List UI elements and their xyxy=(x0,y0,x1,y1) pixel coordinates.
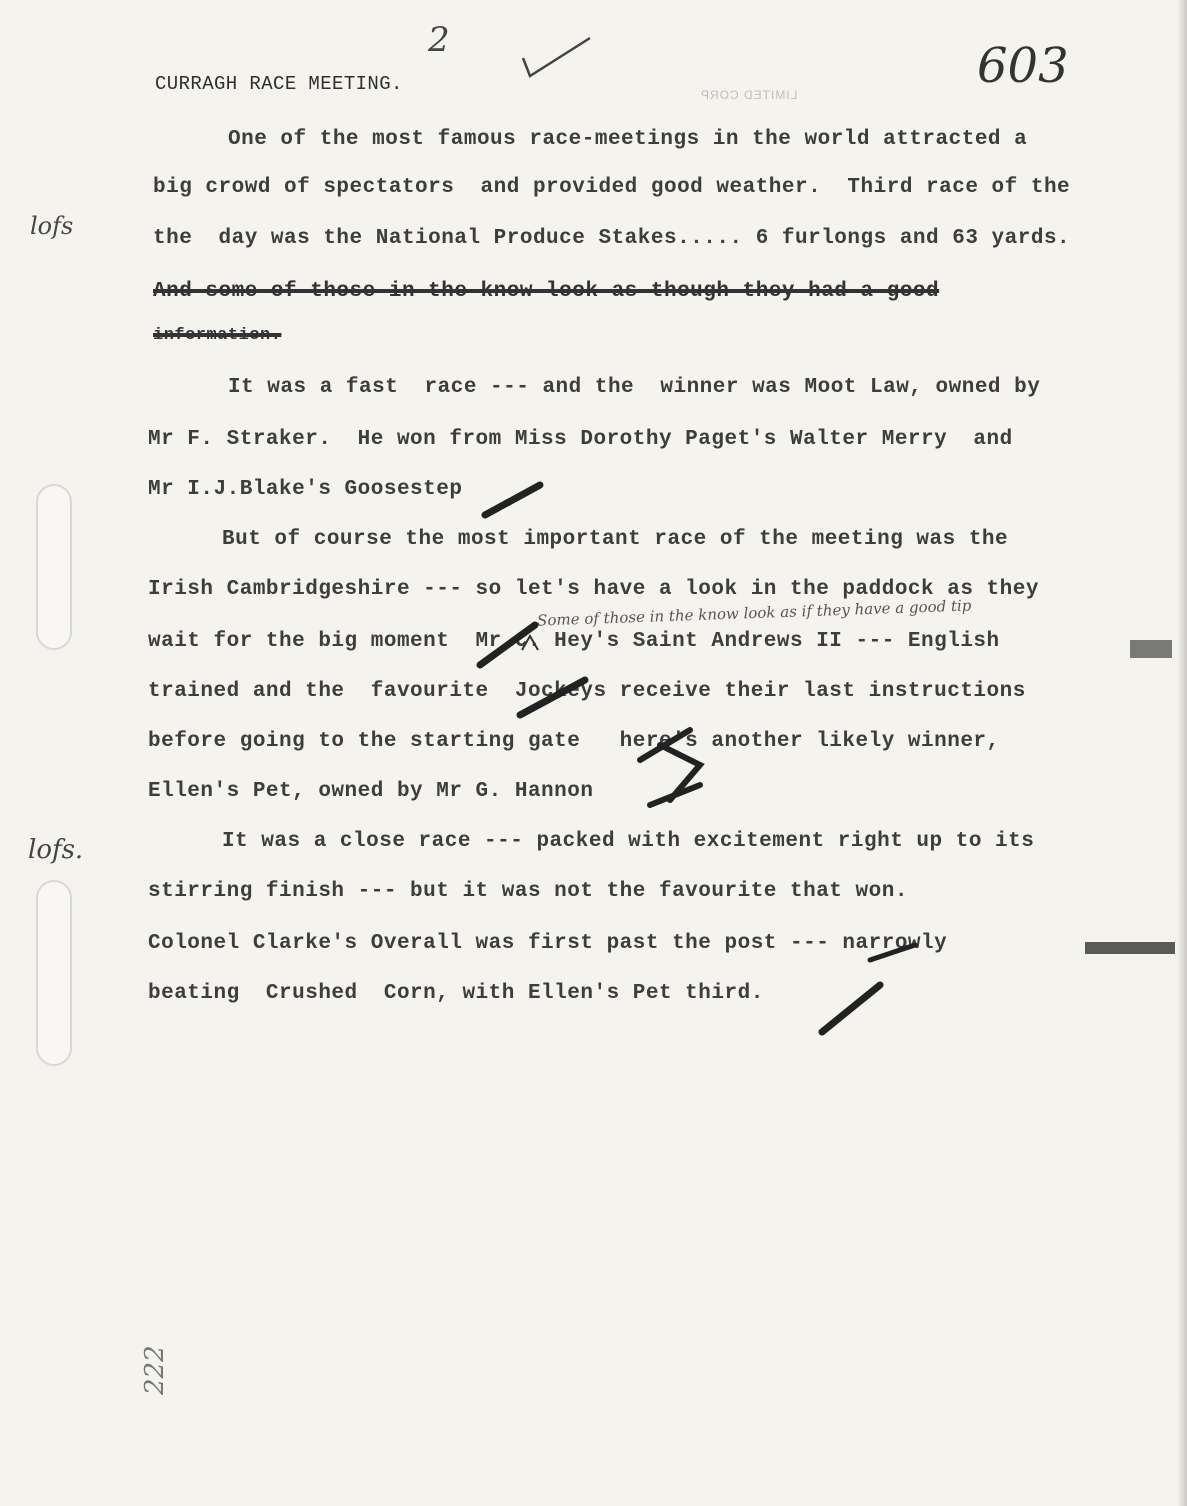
edit-slash xyxy=(650,785,700,805)
check-mark xyxy=(523,38,590,76)
ink-blot xyxy=(1085,942,1175,954)
body-line: But of course the most important race of the meeting was the xyxy=(222,528,1009,551)
punch-hole xyxy=(36,484,72,650)
body-line: Ellen's Pet, owned by Mr G. Hannon xyxy=(148,780,594,803)
page-number: 603 xyxy=(977,38,1069,94)
margin-note: lofs. xyxy=(28,835,84,865)
punch-hole xyxy=(36,880,72,1066)
body-line: Irish Cambridgeshire --- so let's have a look in the paddock as they xyxy=(148,578,1039,601)
body-line: before going to the starting gate here's another likely winner, xyxy=(148,730,1000,753)
corner-mark: 2 xyxy=(428,20,450,60)
page-edge-shadow xyxy=(1177,0,1187,1506)
edit-slash xyxy=(822,985,880,1032)
body-line: Mr I.J.Blake's Goosestep xyxy=(148,478,463,501)
struck-line: And some of those in the know look as though they had a good xyxy=(153,280,940,303)
body-line: It was a close race --- packed with excitement right up to its xyxy=(222,830,1035,853)
body-line: One of the most famous race-meetings in the world attracted a xyxy=(228,128,1028,151)
ink-blot xyxy=(1130,640,1172,658)
body-line: stirring finish --- but it was not the favourite that won. xyxy=(148,880,908,903)
body-line: big crowd of spectators and provided good weather. Third race of the xyxy=(153,176,1071,199)
struck-line: information. xyxy=(153,326,282,345)
body-line: It was a fast race --- and the winner was Moot Law, owned by xyxy=(228,376,1041,399)
margin-note: lofs xyxy=(30,212,74,240)
body-line: wait for the big moment Mr C. Hey's Saint Andrews II --- English xyxy=(148,630,1000,653)
body-line: trained and the favourite Jockeys receive their last instructions xyxy=(148,680,1026,703)
document-title: CURRAGH RACE MEETING. xyxy=(155,73,403,95)
body-line: Colonel Clarke's Overall was first past the post --- narrowly xyxy=(148,932,948,955)
body-line: beating Crushed Corn, with Ellen's Pet third. xyxy=(148,982,764,1005)
edit-slash xyxy=(485,485,540,515)
bottom-note: 222 xyxy=(140,1345,170,1395)
handwritten-insert: Some of those in the know look as if they have a good tip xyxy=(536,596,972,630)
body-line: Mr F. Straker. He won from Miss Dorothy Paget's Walter Merry and xyxy=(148,428,1013,451)
bleed-through-text: LIMITED CORP xyxy=(700,88,798,102)
body-line: the day was the National Produce Stakes..... 6 furlongs and 63 yards. xyxy=(153,227,1071,250)
